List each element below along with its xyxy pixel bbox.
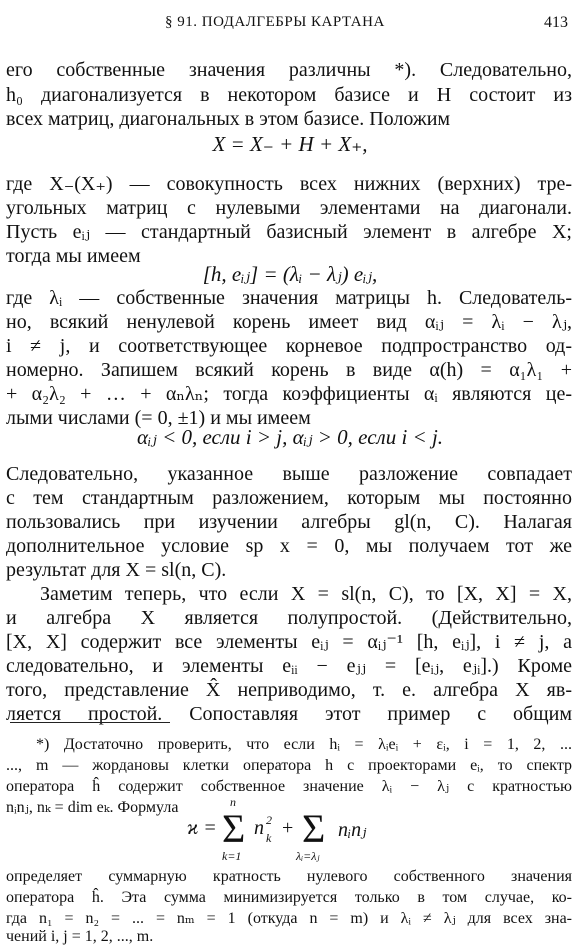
footnote-sum-formula bbox=[0, 795, 580, 869]
footnote-line: ..., m — жордановы клетки оператора h с проекторами eᵢ, то спектр bbox=[6, 757, 572, 774]
footnote-line: чений i, j = 1, 2, ..., m. bbox=[6, 929, 154, 945]
footnote-line: оператора ĥ. Эта сумма минимизируется только в том случае, ко- bbox=[6, 889, 572, 906]
text-line: всех матриц, диагональных в этом базисе. Положим bbox=[6, 108, 451, 130]
text-line: пользовались при изучении алгебры gl(n, C). Налагая bbox=[6, 511, 572, 533]
footnote-line: гда n₁ = n₂ = ... = nₘ = 1 (откуда n = m) и λᵢ ≠ λⱼ для всех зна- bbox=[6, 910, 572, 927]
page-number: 413 bbox=[544, 14, 568, 31]
sum1-term: n bbox=[254, 817, 264, 839]
text-line: + α₂λ₂ + … + αₙλₙ; тогда коэффициенты αᵢ являются це- bbox=[6, 383, 572, 405]
text-line: дополнительное условие sp x = 0, мы получаем тот же bbox=[6, 535, 572, 557]
footnote-line: nᵢnⱼ, nₖ = dim eₖ. Формула bbox=[6, 799, 179, 816]
sum2-sigma: Σ bbox=[302, 806, 326, 851]
text-line: Заметим теперь, что если X = sl(n, C), то [X, X] = X, bbox=[40, 583, 572, 605]
text-line: его собственные значения различны *). Следовательно, bbox=[6, 59, 572, 81]
running-title: § 91. ПОДАЛГЕБРЫ КАРТАНА bbox=[165, 14, 385, 30]
footnote-line: *) Достаточно проверить, что если hᵢ = λᵢeᵢ + εᵢ, i = 1, 2, ... bbox=[36, 736, 572, 753]
text-line: того, представление X̂ неприводимо, т. е. алгебра X яв- bbox=[6, 679, 572, 701]
text-line: и алгебра X является полупростой. (Действительно, bbox=[6, 607, 572, 629]
sum-lhs: ϰ = bbox=[187, 817, 217, 839]
page-header bbox=[0, 14, 580, 36]
sum1-sigma: Σ bbox=[222, 806, 246, 851]
text-line: тогда мы имеем bbox=[6, 245, 141, 267]
sum1-term-power: 2 bbox=[266, 813, 272, 827]
text-line: i ≠ j, и соответствующее корневое подпространство од- bbox=[6, 335, 572, 357]
text-line: где X₋(X₊) — совокупность всех нижних (верхних) тре- bbox=[6, 173, 572, 195]
text-line: h₀ диагонализуется в некотором базисе и H состоит из bbox=[6, 84, 572, 106]
sum2-term: nᵢnⱼ bbox=[338, 819, 367, 841]
footnote-line: определяет суммарную кратность нулевого собственного значения bbox=[6, 868, 572, 885]
footnote-rule bbox=[10, 722, 170, 723]
formula-commutator: [h, eᵢⱼ] = (λᵢ − λⱼ) eᵢⱼ, bbox=[202, 262, 378, 286]
text-line: но, всякий ненулевой корень имеет вид αᵢⱼ = λᵢ − λⱼ, bbox=[6, 311, 572, 333]
sum1-upper-limit: n bbox=[230, 795, 236, 809]
text-line: с тем стандартным разложением, которым мы постоянно bbox=[6, 487, 572, 509]
sum-plus: + bbox=[282, 817, 294, 839]
formula-roots-sign: αᵢⱼ < 0, если i > j, αᵢⱼ > 0, если i < j. bbox=[136, 425, 444, 449]
footnote-line: оператора ĥ содержит собственное значение λᵢ − λⱼ с кратностью bbox=[6, 778, 572, 795]
text-line: Пусть eᵢⱼ — стандартный базисный элемент в алгебре X; bbox=[6, 221, 572, 243]
text-line: ляется простой. Сопоставляя этот пример с общим bbox=[6, 703, 572, 725]
sum2-lower-limit: λᵢ=λⱼ bbox=[296, 849, 320, 863]
text-line: где λᵢ — собственные значения матрицы h. Следователь- bbox=[6, 287, 572, 309]
sum1-lower-limit: k=1 bbox=[222, 849, 242, 863]
text-line: результат для X = sl(n, C). bbox=[6, 559, 227, 581]
text-line: номерно. Запишем всякий корень в виде α(h) = α₁λ₁ + bbox=[6, 359, 572, 381]
text-line: угольных матриц с нулевыми элементами на диагонали. bbox=[6, 197, 572, 219]
formula-decomposition: X = X₋ + H + X₊, bbox=[212, 132, 368, 156]
text-line: Следовательно, указанное выше разложение совпадает bbox=[6, 463, 572, 485]
text-line: лыми числами (= 0, ±1) и мы имеем bbox=[6, 407, 311, 429]
text-line: следовательно, и элементы eᵢᵢ − eⱼⱼ = [eᵢⱼ, eⱼᵢ].) Кроме bbox=[6, 655, 572, 677]
text-line: [X, X] содержит все элементы eᵢⱼ = αᵢⱼ⁻¹ [h, eᵢⱼ], i ≠ j, а bbox=[6, 631, 572, 653]
sum1-term-index: k bbox=[266, 831, 272, 845]
